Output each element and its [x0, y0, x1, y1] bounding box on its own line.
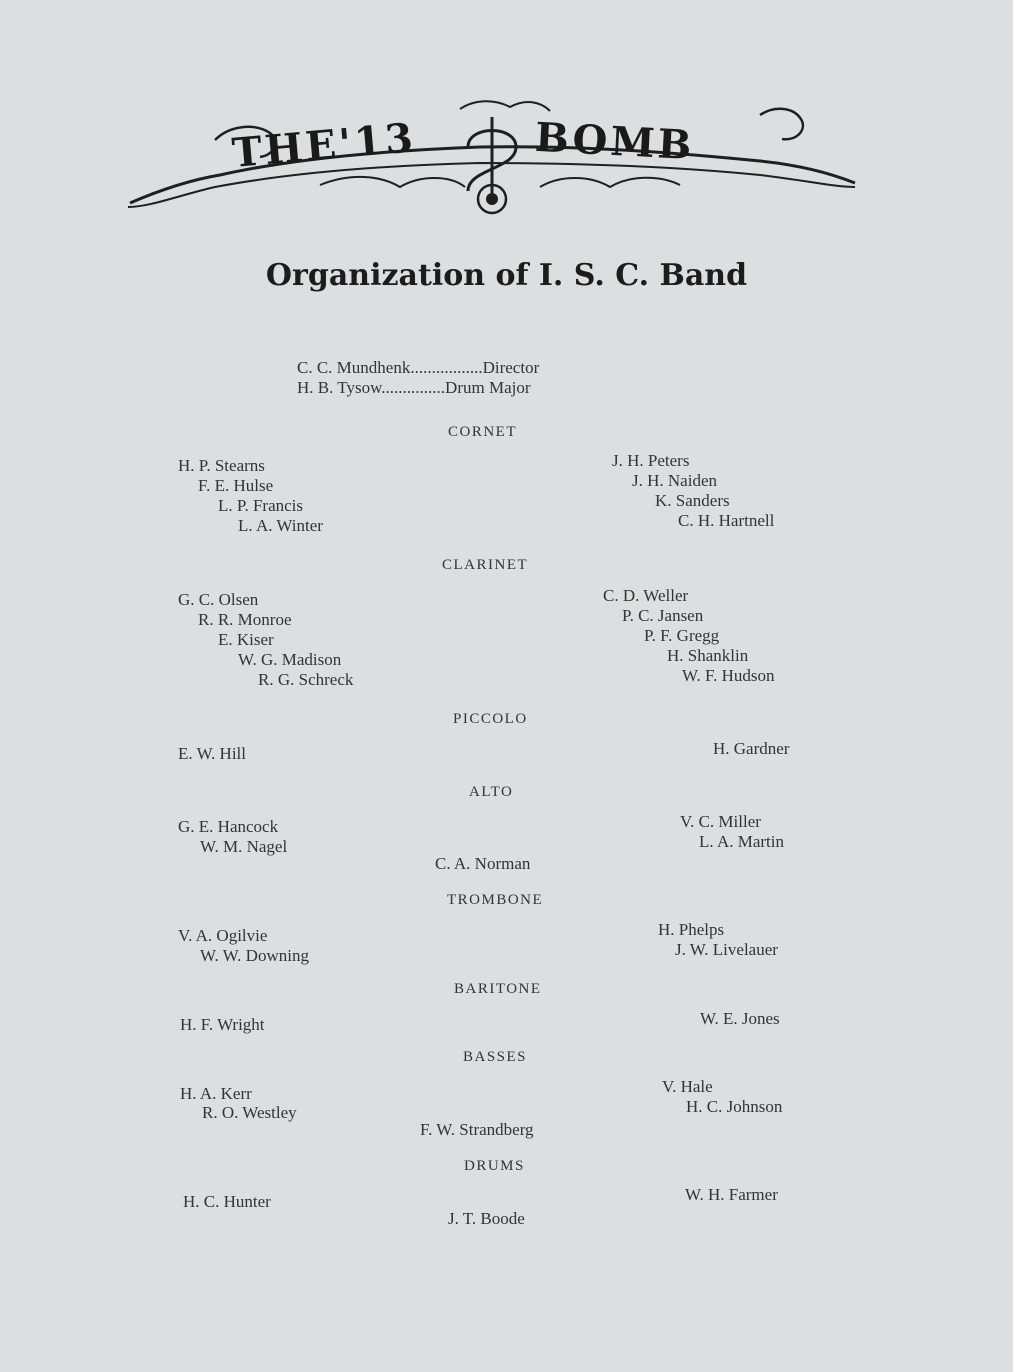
- member-name: H. A. Kerr: [180, 1084, 252, 1103]
- member-name: W. M. Nagel: [200, 837, 288, 856]
- member-name: L. P. Francis: [218, 496, 303, 515]
- member-name: E. W. Hill: [178, 744, 247, 763]
- section-heading-basses: BASSES: [463, 1049, 528, 1065]
- member-name: W. G. Madison: [238, 650, 342, 669]
- section-heading-clarinet: CLARINET: [442, 557, 529, 573]
- member-name: L. A. Martin: [699, 832, 784, 851]
- member-name: J. H. Naiden: [632, 471, 717, 490]
- member-name: F. W. Strandberg: [420, 1120, 534, 1139]
- member-name: K. Sanders: [655, 491, 730, 510]
- member-name: W. F. Hudson: [682, 666, 775, 685]
- member-name: G. E. Hancock: [178, 817, 279, 836]
- officer-director: C. C. Mundhenk.................Director: [297, 358, 540, 377]
- member-name: H. F. Wright: [180, 1015, 265, 1034]
- member-name: P. C. Jansen: [622, 606, 704, 625]
- banner-text-right: BOMB: [533, 113, 696, 170]
- member-name: F. E. Hulse: [198, 476, 274, 495]
- member-name: H. Phelps: [658, 920, 725, 939]
- member-name: C. H. Hartnell: [678, 511, 775, 530]
- banner-text-left: THE'13: [230, 114, 418, 177]
- member-name: L. A. Winter: [238, 516, 323, 535]
- member-name: H. C. Johnson: [686, 1097, 783, 1116]
- member-name: J. H. Peters: [612, 451, 690, 470]
- member-name: P. F. Gregg: [644, 626, 720, 645]
- member-name: R. O. Westley: [202, 1103, 297, 1122]
- member-name: C. A. Norman: [435, 854, 531, 873]
- member-name: R. G. Schreck: [258, 670, 354, 689]
- member-name: W. H. Farmer: [685, 1185, 778, 1204]
- member-name: E. Kiser: [218, 630, 274, 649]
- member-name: H. Gardner: [713, 739, 790, 758]
- page-title: Organization of I. S. C. Band: [265, 258, 748, 293]
- member-name: V. Hale: [662, 1077, 713, 1096]
- member-name: H. C. Hunter: [183, 1192, 271, 1211]
- member-name: V. A. Ogilvie: [178, 926, 268, 945]
- section-heading-alto: ALTO: [469, 784, 514, 800]
- member-name: W. E. Jones: [700, 1009, 780, 1028]
- member-name: J. W. Livelauer: [675, 940, 778, 959]
- member-name: W. W. Downing: [200, 946, 309, 965]
- member-name: J. T. Boode: [448, 1209, 525, 1228]
- officer-drum-major: H. B. Tysow...............Drum Major: [297, 378, 531, 397]
- member-name: C. D. Weller: [603, 586, 689, 605]
- section-heading-drums: DRUMS: [464, 1158, 525, 1174]
- member-name: V. C. Miller: [680, 812, 761, 831]
- bomb-banner-ornament: [120, 95, 860, 220]
- member-name: H. P. Stearns: [178, 456, 265, 475]
- member-name: R. R. Monroe: [198, 610, 292, 629]
- section-heading-baritone: BARITONE: [454, 981, 542, 997]
- member-name: G. C. Olsen: [178, 590, 259, 609]
- section-heading-piccolo: PICCOLO: [453, 711, 528, 727]
- member-name: H. Shanklin: [667, 646, 749, 665]
- section-heading-cornet: CORNET: [448, 424, 517, 440]
- section-heading-trombone: TROMBONE: [447, 892, 544, 908]
